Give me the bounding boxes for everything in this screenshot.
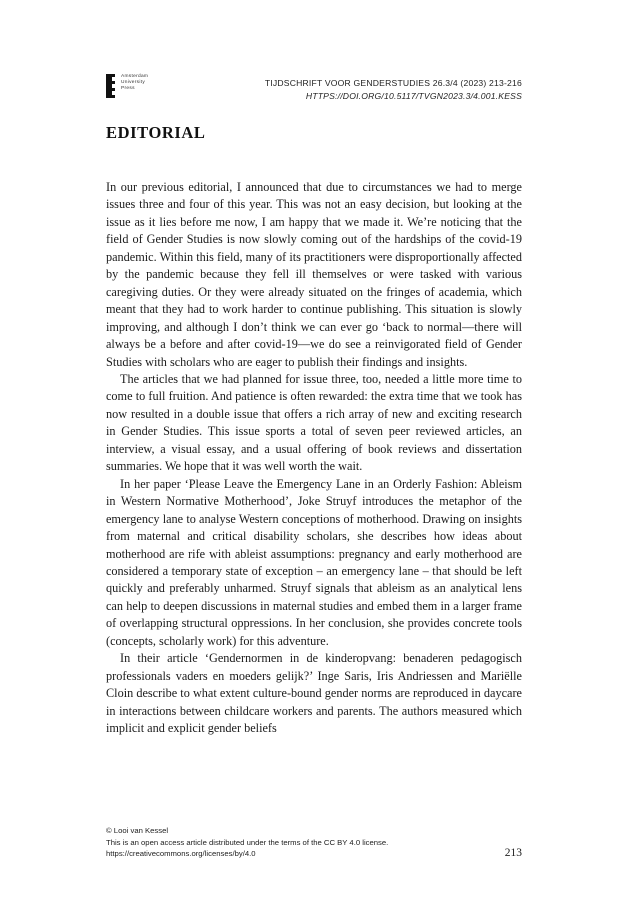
- license-text: This is an open access article distributed under the terms of the CC BY 4.0 license.: [106, 837, 389, 847]
- journal-citation: TIJDSCHRIFT VOOR GENDERSTUDIES 26.3/4 (2023) 213-216: [264, 78, 522, 88]
- publisher-line: Amsterdam: [121, 74, 149, 79]
- doi-link[interactable]: HTTPS://DOI.ORG/10.5117/TVGN2023.3/4.001.KESS: [305, 91, 522, 101]
- paragraph: In their article ‘Gendernormen in de kinderopvang: benaderen pedagogisch professionals vaders en moeders gelijk?’ Inge Saris, Iris Andriessen and Mariëlle Cloin describe to what extent culture-bound gender norms are reproduced in daycare in interactions between childcare workers and parents. The authors measured which implicit and explicit gender beliefs: [106, 651, 522, 736]
- article-body: [106, 179, 522, 738]
- copyright: © Looi van Kessel: [106, 826, 169, 835]
- publisher-logo: [106, 74, 148, 98]
- publisher-line: Press: [121, 86, 135, 91]
- paragraph: In her paper ‘Please Leave the Emergency Lane in an Orderly Fashion: Ableism in Western Normative Motherhood’, Joke Struyf introduces the metaphor of the emergency lane to analyse Western conceptions of motherhood. Drawing on insights from maternal and critical disability scholars, she describes how ideas about motherhood are rife with ableist assumptions: pregnancy and early motherhood are considered a temporary state of exception – an emergency lane – that should be left quickly and preferably unharmed. Struyf signals that ableism as an analytical lens can help to deepen discussions in maternal studies and embed them in a larger frame of overlapping structural oppressions. In her conclusion, she provides concrete tools (concepts, scholarly work) for this adventure.: [106, 476, 522, 648]
- paragraph: The articles that we had planned for issue three, too, needed a little more time to come to full fruition. And patience is often rewarded: the extra time that we took has now resulted in a double issue that offers a rich array of new and exciting research in Gender Studies. This issue sports a total of seven peer reviewed articles, an interview, a visual essay, and a usual offering of book reviews and dissertation summaries. We hope that it was well worth the wait.: [106, 371, 522, 474]
- page-number: 213: [504, 847, 522, 859]
- license-link[interactable]: https://creativecommons.org/licenses/by/4.0: [106, 849, 256, 858]
- publisher-logo-icon: [106, 74, 115, 98]
- publisher-line: University: [121, 80, 146, 85]
- page-title: EDITORIAL: [106, 123, 206, 142]
- footer: [106, 825, 388, 860]
- paragraph: In our previous editorial, I announced that due to circumstances we had to merge issues three and four of this year. This was not an easy decision, but looking at the issue as it lies before me now, I am happy that we made it. We’re noticing that the field of Gender Studies is now slowly coming out of the hardships of the covid-19 pandemic. Within this field, many of its practitioners were disproportionally affected by the pandemic because they fell ill themselves or were tasked with various caregiving duties. Or they were already situated on the fringes of academia, which meant that they had to work harder to continue publishing. This situation is slowly improving, and although I don’t think we can ever go ‘back to normal—there will always be a before and after covid-19—we do see a reinvigorated field of Gender Studies with scholars who are eager to publish their findings and insights.: [106, 180, 522, 369]
- journal-header: [265, 77, 522, 103]
- publisher-name: [121, 74, 148, 92]
